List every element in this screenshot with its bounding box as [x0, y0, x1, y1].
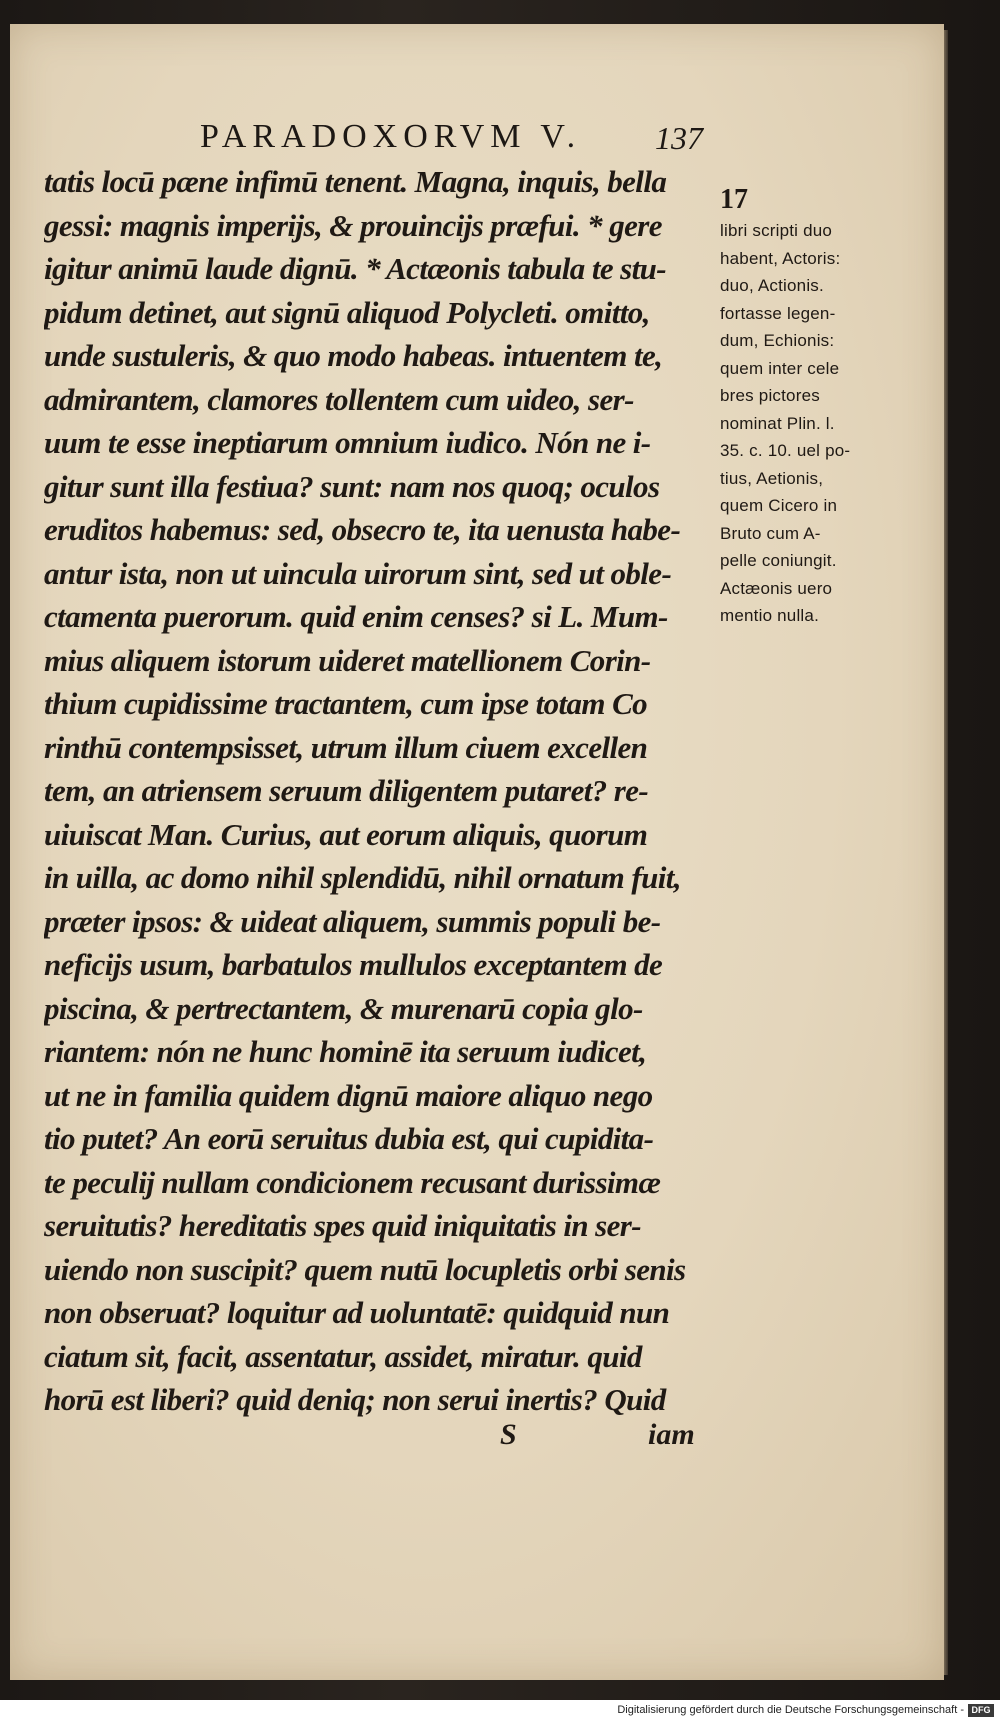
marginal-note-line: Bruto cum A- — [720, 523, 821, 543]
text-line: te peculij nullam condicionem recusant durissimæ — [44, 1164, 661, 1200]
text-line: horū est liberi? quid deniq; non serui inertis? Quid — [44, 1382, 666, 1417]
text-line: ut ne in familia quidem dignū maiore aliquo nego — [44, 1077, 653, 1113]
text-line: piscina, & pertrectantem, & murenarū copia glo- — [44, 990, 643, 1026]
text-line: uiendo non suscipit? quem nutū locupletis orbi senis — [44, 1251, 686, 1287]
text-line: ctamenta puerorum. quid enim censes? si L. Mum- — [44, 599, 668, 634]
main-text-block — [44, 160, 714, 1422]
marginal-note-line: habent, Actoris: — [720, 248, 841, 268]
marginal-note-line: fortasse legen- — [720, 303, 836, 323]
signature-mark: S — [500, 1418, 517, 1451]
marginal-note-line: dum, Echionis: — [720, 331, 835, 350]
text-line: mius aliquem istorum uideret matellionem Corin- — [44, 642, 651, 678]
text-line: eruditos habemus: sed, obsecro te, ita uenusta habe- — [44, 512, 681, 547]
text-line: gitur sunt illa festiua? sunt: nam nos quoq; oculos — [44, 468, 660, 504]
footer-credit: Digitalisierung gefördert durch die Deutsche Forschungsgemeinschaft - — [617, 1704, 964, 1716]
marginal-note-line: quem Cicero in — [720, 496, 838, 515]
text-line: præter ipsos: & uideat aliquem, summis populi be- — [44, 903, 661, 939]
text-line: in uilla, ac domo nihil splendidū, nihil ornatum fuit, — [44, 860, 681, 895]
text-line: riantem: nón ne hunc hominē ita seruum iudicet, — [44, 1034, 647, 1069]
text-line: ciatum sit, facit, assentatur, assidet, miratur. quid — [44, 1338, 642, 1374]
text-line: tatis locū pæne infimū tenent. Magna, inquis, bella — [44, 164, 667, 199]
catchword: iam — [648, 1418, 695, 1451]
text-line: pidum detinet, aut signū aliquod Polycleti. omitto, — [44, 294, 650, 330]
text-line: antur ista, non ut uincula uirorum sint, sed ut oble- — [44, 555, 672, 591]
marginal-note-number: 17 — [720, 184, 748, 215]
text-line: gessi: magnis imperijs, & prouincijs præfui. * gere — [44, 207, 662, 243]
marginal-note — [720, 183, 930, 630]
text-line: unde sustuleris, & quo modo habeas. intuentem te, — [44, 338, 663, 373]
marginal-note-line: libri scripti duo — [720, 221, 833, 240]
text-line: non obseruat? loquitur ad uoluntatē: quidquid nun — [44, 1295, 670, 1330]
page-number: 137 — [655, 120, 703, 156]
text-line: neficijs usum, barbatulos mullulos exceptantem de — [44, 947, 663, 982]
marginal-note-line: bres pictores — [720, 386, 820, 405]
text-line: igitur animū laude dignū. * Actæonis tabula te stu- — [44, 251, 666, 286]
text-line: uum te esse ineptiarum omnium iudico. Nón ne i- — [44, 425, 651, 460]
marginal-note-line: pelle coniungit. — [720, 551, 837, 570]
dfg-logo: DFG — [968, 1704, 994, 1717]
text-line: thium cupidissime tractantem, cum ipse totam Co — [44, 686, 648, 721]
text-line: seruitutis? hereditatis spes quid iniquitatis in ser- — [44, 1208, 641, 1243]
marginal-note-line: mentio nulla. — [720, 606, 819, 625]
running-head: PARADOXORVM V. — [200, 118, 582, 155]
text-line: uiuiscat Man. Curius, aut eorum aliquis, quorum — [44, 816, 648, 852]
text-line: tem, an atriensem seruum diligentem putaret? re- — [44, 773, 649, 808]
text-line: tio putet? An eorū seruitus dubia est, qui cupidita- — [44, 1121, 654, 1156]
marginal-note-line: Actæonis uero — [720, 578, 833, 598]
marginal-note-line: quem inter cele — [720, 358, 840, 378]
marginal-note-line: 35. c. 10. uel po- — [720, 441, 851, 460]
text-line: rinthū contempsisset, utrum illum ciuem excellen — [44, 729, 648, 765]
text-line: admirantem, clamores tollentem cum uideo, ser- — [44, 381, 634, 417]
marginal-note-line: duo, Actionis. — [720, 276, 824, 295]
marginal-note-line: nominat Plin. l. — [720, 413, 835, 433]
marginal-note-line: tius, Aetionis, — [720, 468, 824, 488]
